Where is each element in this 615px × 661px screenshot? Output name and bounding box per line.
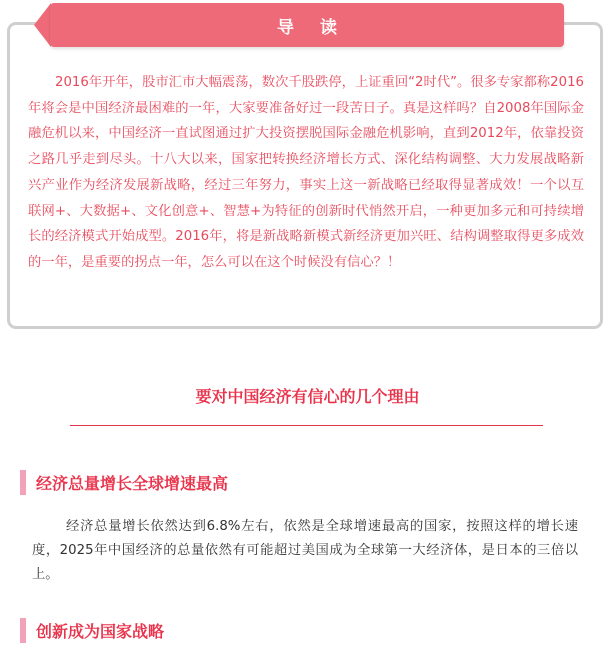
section-heading: 要对中国经济有信心的几个理由	[195, 387, 420, 406]
reason-text-growth: 经济总量增长依然达到6.8%左右，依然是全球增速最高的国家，按照这样的增长速度，2025年中国经济的总量依然有可能超过美国成为全球第一大经济体，是日本的三倍以上。	[32, 519, 578, 582]
heading-bar	[20, 470, 26, 495]
reason-heading-innovation	[20, 618, 164, 643]
section-divider	[70, 425, 543, 426]
intro-banner-tail	[34, 3, 51, 47]
heading-bar	[20, 618, 26, 643]
reason-heading-text: 创新成为国家战略	[36, 622, 165, 641]
reason-heading-growth	[20, 470, 228, 495]
intro-title: 导 读	[277, 17, 347, 38]
intro-text: 2016年开年，股市汇市大幅震荡，数次千股跌停，上证重回“2时代”。很多专家都称2016年将会是中国经济最困难的一年，大家要准备好过一段苦日子。真是这样吗？自2008年国际金融危机以来，中国经济一直试图通过扩大投资摆脱国际金融危机影响，直到2012年，依靠投资之路几乎走到尽头。十八大以来，国家把转换经济增长方式、深化结构调整、大力发展战略新兴产业作为经济发展新战略，经过三年努力，事实上这一新战略已经取得显著成效！一个以互联网+、大数据+、文化创意+、智慧+为特征的创新时代悄然开启，一种更加多元和可持续增长的经济模式开始成型。2016年，将是新战略新模式新经济更加兴旺、结构调整取得更多成效的一年，是重要的拐点一年，怎么可以在这个时候没有信心？！	[28, 75, 584, 270]
reason-heading-text: 经济总量增长全球增速最高	[36, 474, 229, 493]
intro-banner	[50, 3, 564, 47]
